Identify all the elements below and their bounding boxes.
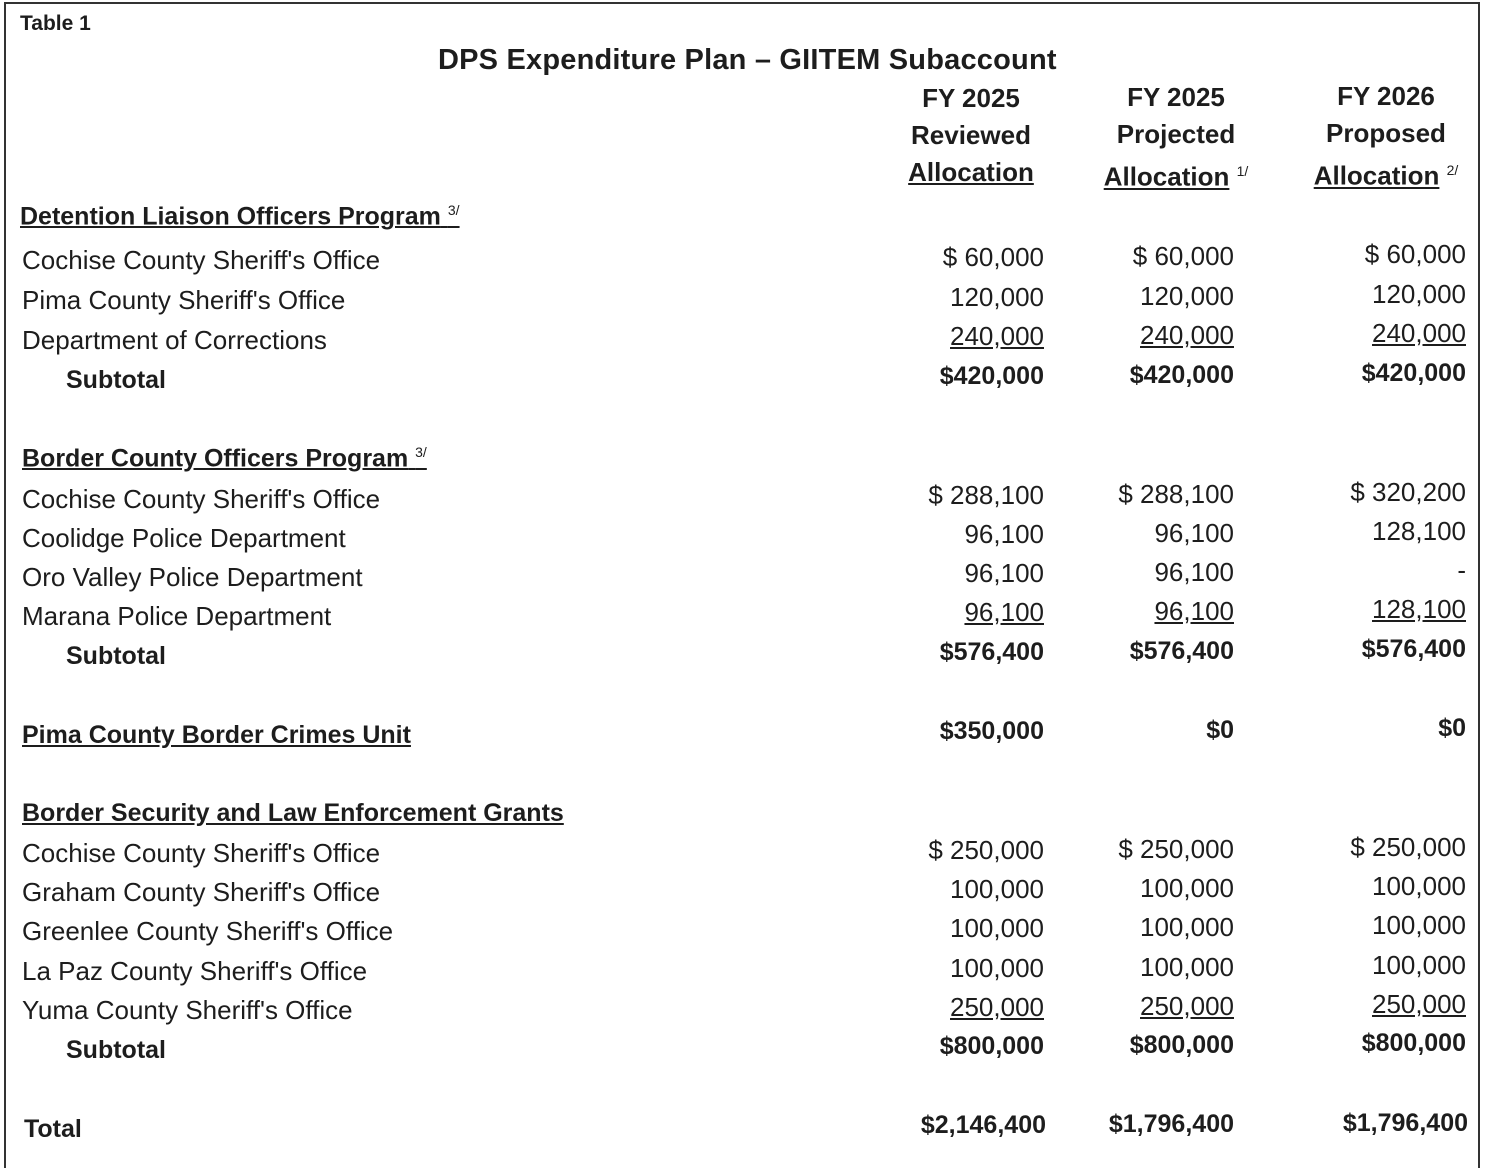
row-label: La Paz County Sheriff's Office [22,956,368,986]
cell-value: 100,000 [950,874,1044,904]
section-heading-border-county-officers [22,444,427,473]
subtotal-label: Subtotal [66,642,166,670]
section-title: Detention Liaison Officers Program [20,202,441,231]
subtotal-value: $800,000 [1129,1031,1234,1059]
cell-value: 96,100 [964,519,1044,549]
cell-value: 120,000 [950,282,1044,312]
cell-value: 96,100 [964,558,1044,588]
cell-value: $0 [1206,716,1234,744]
cell-value: $ 320,200 [1350,477,1466,507]
cell-value: 240,000 [1372,318,1466,348]
cell-value: 96,100 [1154,518,1234,548]
subtotal-value: $800,000 [1361,1029,1466,1057]
column-header-line2: Proposed [1326,118,1446,148]
cell-value: $350,000 [939,717,1044,745]
row-label: Marana Police Department [22,601,332,631]
cell-value: 96,100 [1154,596,1234,626]
row-label: Cochise County Sheriff's Office [22,484,381,514]
row-label: Pima County Sheriff's Office [22,285,346,315]
subtotal-value: $576,400 [1361,635,1466,663]
total-value: $1,796,400 [1108,1110,1234,1138]
cell-value: 120,000 [1140,281,1234,311]
column-header-line1: FY 2025 [1127,82,1225,112]
row-label: Yuma County Sheriff's Office [22,995,353,1025]
row-label: Cochise County Sheriff's Office [22,838,381,868]
cell-value: 100,000 [1372,950,1466,980]
section-heading-detention-liaison [20,202,460,231]
subtotal-value: $800,000 [939,1032,1044,1060]
cell-value: 100,000 [1372,871,1466,901]
cell-value: 100,000 [1140,873,1234,903]
column-header-line1: FY 2025 [922,83,1020,113]
table-title: DPS Expenditure Plan – GIITEM Subaccount [438,44,1057,76]
column-header-line3: Allocation [908,157,1034,187]
cell-value: $ 250,000 [1118,834,1234,864]
subtotal-value: $420,000 [1361,359,1466,387]
column-header-fy2025-reviewed [888,80,1054,191]
subtotal-value: $576,400 [1129,637,1234,665]
footnote-marker: 2/ [1446,162,1459,178]
column-header-line3: Allocation [1313,160,1440,191]
cell-value: 240,000 [950,321,1044,351]
cell-value: $0 [1438,714,1466,742]
row-label: Department of Corrections [22,325,327,355]
column-header-line2: Projected [1116,119,1236,149]
cell-value: $ 60,000 [1132,241,1234,271]
cell-value: $ 288,100 [928,480,1044,510]
column-header-line3: Allocation [1103,161,1230,192]
cell-value: - [1457,555,1466,585]
cell-value: 128,100 [1372,516,1466,546]
footnote-marker: 1/ [1236,163,1249,179]
column-header-line2: Reviewed [911,120,1031,150]
cell-value: 100,000 [950,953,1044,983]
subtotal-value: $576,400 [939,638,1044,666]
row-label: Oro Valley Police Department [22,562,363,592]
total-label: Total [24,1115,82,1143]
cell-value: 240,000 [1140,320,1234,350]
cell-value: 100,000 [1140,952,1234,982]
row-label: Cochise County Sheriff's Office [22,245,381,275]
row-label: Greenlee County Sheriff's Office [22,916,394,946]
cell-value: 96,100 [1154,557,1234,587]
section-title: Border County Officers Program [22,444,409,473]
cell-value: $ 60,000 [1364,239,1466,269]
cell-value: 250,000 [1372,989,1466,1019]
cell-value: $ 288,100 [1118,479,1234,509]
total-value: $2,146,400 [920,1111,1046,1139]
subtotal-label: Subtotal [66,1036,166,1064]
total-value: $1,796,400 [1342,1109,1468,1137]
subtotal-label: Subtotal [66,366,166,394]
cell-value: 120,000 [1372,279,1466,309]
footnote-marker: 3/ [447,202,460,218]
cell-value: 250,000 [950,992,1044,1022]
cell-value: 100,000 [1140,912,1234,942]
cell-value: $ 250,000 [928,835,1044,865]
cell-value: 100,000 [1372,910,1466,940]
cell-value: 250,000 [1140,991,1234,1021]
cell-value: 128,100 [1372,594,1466,624]
section-heading-border-security-grants: Border Security and Law Enforcement Grants [22,799,564,827]
cell-value: $ 60,000 [942,242,1044,272]
column-header-fy2026-proposed [1300,78,1472,195]
subtotal-value: $420,000 [1129,361,1234,389]
table-number: Table 1 [20,12,91,35]
cell-value: 100,000 [950,913,1044,943]
section-heading-pima-border-crimes: Pima County Border Crimes Unit [22,721,411,749]
row-label: Coolidge Police Department [22,523,346,553]
subtotal-value: $420,000 [939,362,1044,390]
column-header-line1: FY 2026 [1337,81,1435,111]
cell-value: 96,100 [964,597,1044,627]
row-label: Graham County Sheriff's Office [22,877,381,907]
cell-value: $ 250,000 [1350,832,1466,862]
column-header-fy2025-projected [1090,79,1262,196]
footnote-marker: 3/ [415,444,427,460]
